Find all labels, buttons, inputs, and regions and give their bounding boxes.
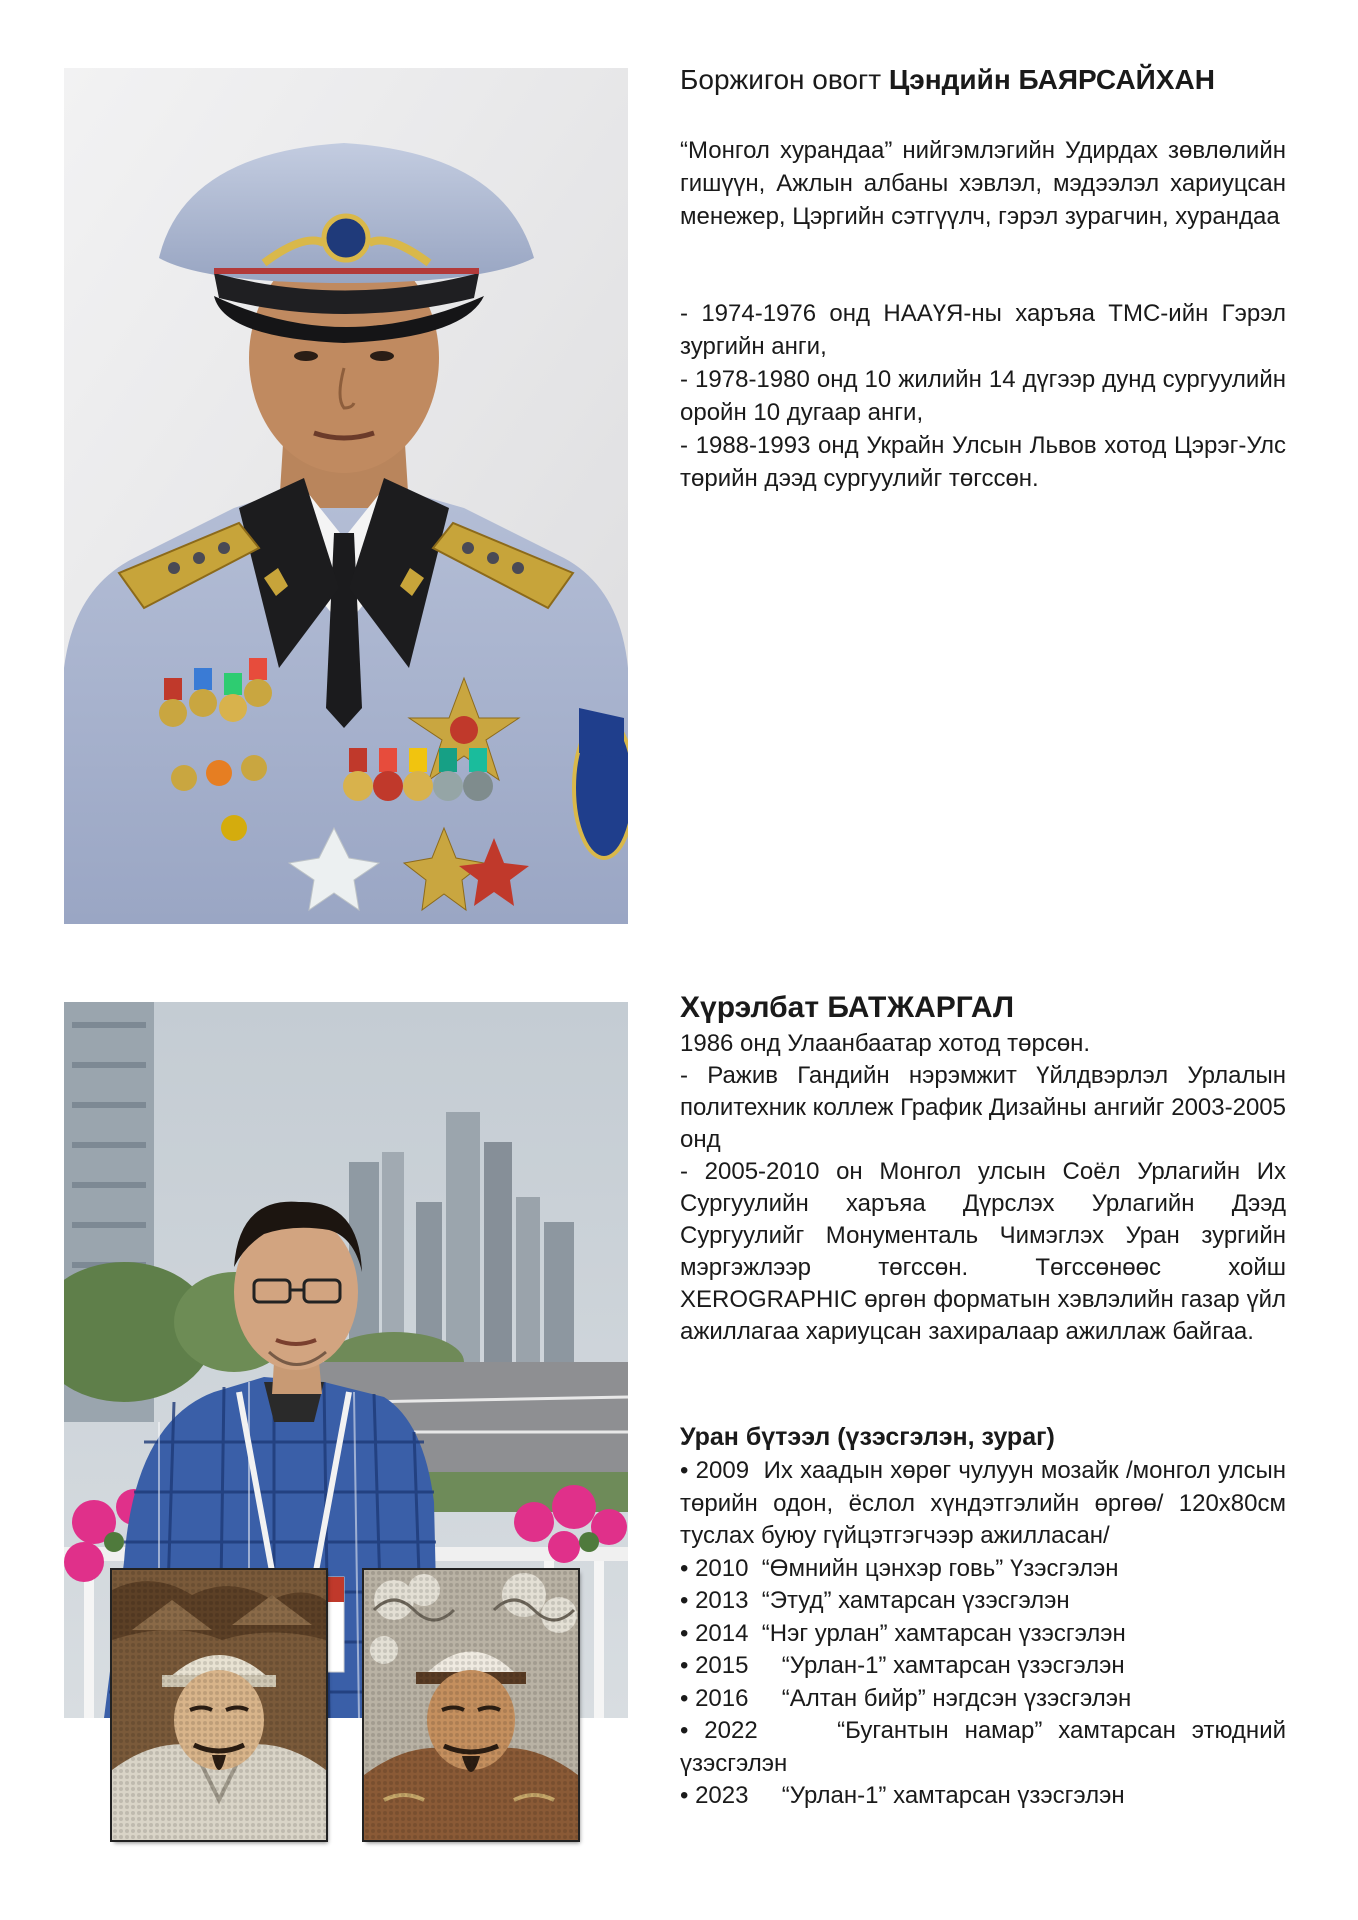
portrait-military-officer-icon: [64, 68, 628, 924]
person1-name-prefix: Боржигон овогт: [680, 64, 889, 95]
works-item: • 2013 “Этуд” хамтарсан үзэсгэлэн: [680, 1587, 1070, 1614]
works-heading: Уран бүтээл (үзэсгэлэн, зураг): [680, 1423, 1055, 1451]
person1-intro: “Монгол хурандаа” нийгэмлэгийн Удирдах зөвлөлийн гишүүн, Ажлын албаны хэвлэл, мэдээлэл хариуцсан менежер, Цэргийн сэтгүүлч, гэрэл зурагчин, хурандаа: [680, 137, 1286, 230]
works-item: • 2022 “Бугантын намар” хамтарсан этюдний үзэсгэлэн: [680, 1717, 1293, 1777]
person1-name-bold: Цэндийн БАЯРСАЙХАН: [888, 64, 1215, 95]
mosaic-portrait-right: [364, 1570, 578, 1840]
person1-name: [680, 62, 1286, 98]
mosaic-portrait-left: [112, 1570, 326, 1840]
officer-portrait-photo: [64, 68, 628, 924]
person2-bio-line: - 2005-2010 он Монгол улсын Соёл Урлагийн Их Сургуулийн харъяа Дүрслэх Урлагийн Дээд Сургуулийг Монументаль Чимэглэх Уран зургийн мэргэжлээр төгссөн. Төгссөнөөс хойш XEROGRAPHIC өргөн форматын хэвлэлийн газар үйл ажиллагаа хариуцсан захиралаар ажиллаж байгаа.: [680, 1158, 1286, 1345]
works-item: • 2016 “Алтан бийр” нэгдсэн үзэсгэлэн: [680, 1684, 1132, 1712]
person2-bio: [680, 1028, 1286, 1348]
person1-education-line: - 1988-1993 онд Украйн Улсын Львов хотод Цэрэг-Улс төрийн дээд сургуулийг төгссөн.: [680, 432, 1286, 492]
works-item: • 2015 “Урлан-1” хамтарсан үзэсгэлэн: [680, 1652, 1125, 1679]
person1-education: [680, 297, 1286, 495]
works-list: [680, 1455, 1293, 1813]
person2-bio-line: - Ражив Гандийн нэрэмжит Үйлдвэрлэл Урлалын политехник коллеж График Дизайны ангийг 2003-2005 онд: [680, 1062, 1286, 1153]
person2-bio-line: 1986 онд Улаанбаатар хотод төрсөн.: [680, 1030, 1091, 1057]
works-item: • 2010 “Өмнийн цэнхэр говь” Үзэсгэлэн: [680, 1554, 1119, 1582]
works-item: • 2014 “Нэг урлан” хамтарсан үзэсгэлэн: [680, 1619, 1126, 1647]
person2-name: Хүрэлбат БАТЖАРГАЛ: [680, 991, 1014, 1024]
works-item: • 2023 “Урлан-1” хамтарсан үзэсгэлэн: [680, 1782, 1125, 1809]
mosaic-portrait-khan-white-robe-icon: [112, 1570, 326, 1840]
mosaic-portrait-khan-brown-robe-icon: [364, 1570, 578, 1840]
person1-education-line: - 1978-1980 онд 10 жилийн 14 дүгээр дунд сургуулийн оройн 10 дугаар анги,: [680, 366, 1286, 426]
works-item: • 2009 Их хаадын хөрөг чулуун мозайк /монгол улсын төрийн одон, ёслол хүндэтгэлийн өргөө/ 120x80см туслах буюу гүйцэтгэгчээр ажилласан/: [680, 1457, 1293, 1549]
person1-education-line: - 1974-1976 онд НААҮЯ-ны харъяа ТМС-ийн Гэрэл зургийн анги,: [680, 300, 1286, 360]
